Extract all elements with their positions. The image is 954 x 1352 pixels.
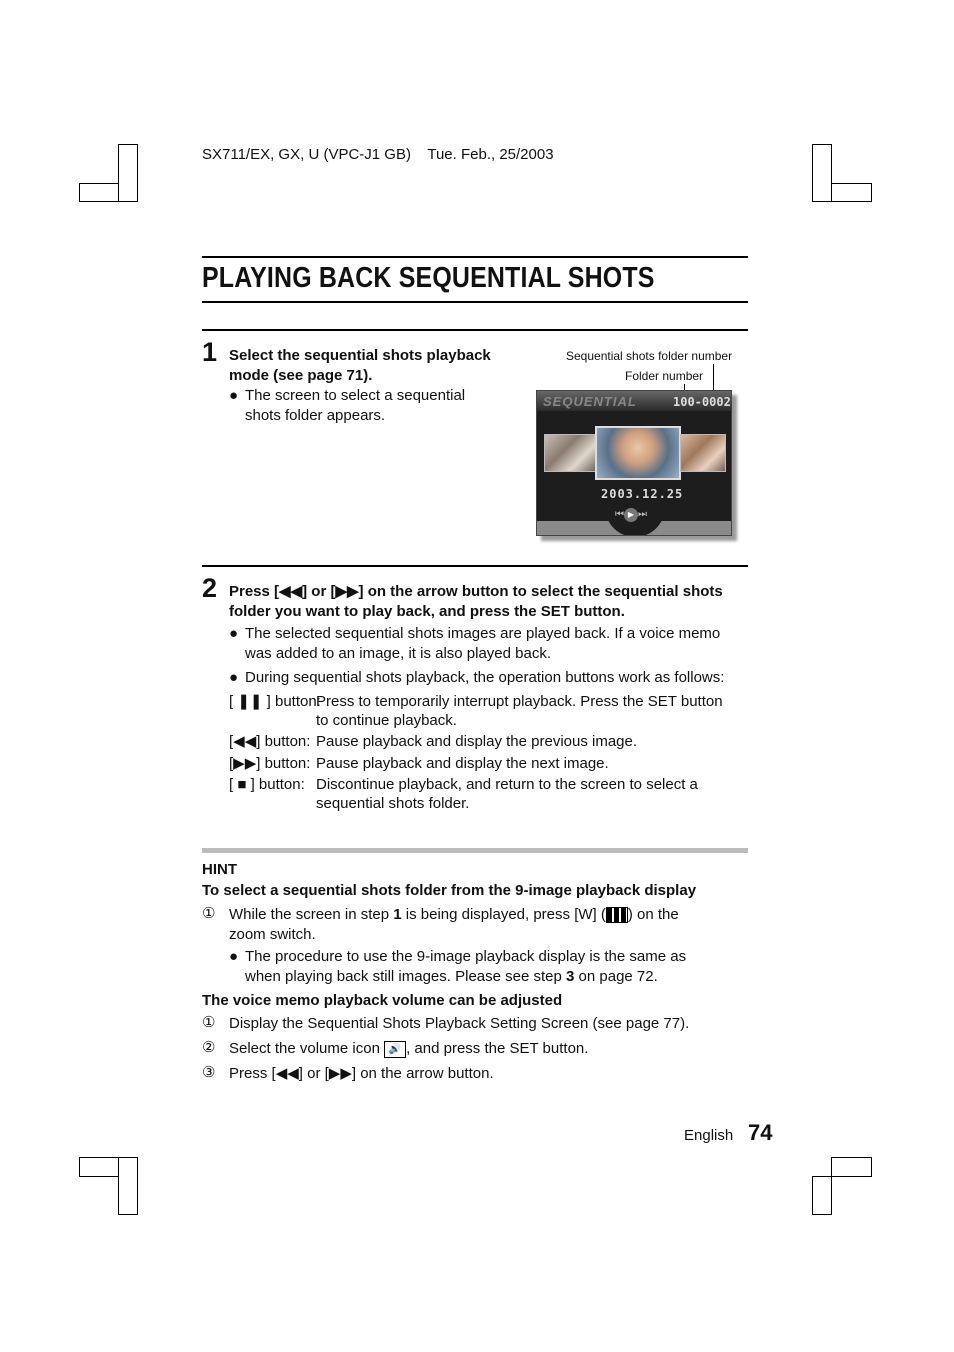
volume-step-3: Press [◀◀] or [▶▶] on the arrow button.	[229, 1065, 494, 1082]
rewind-icon: ◀◀	[275, 1065, 299, 1082]
footer-language: English	[684, 1127, 734, 1144]
item-marker: ①	[202, 905, 216, 922]
button-description-rewind: [◀◀] button: Pause playback and display the previous image.	[229, 733, 638, 750]
step2-instruction: Press [◀◀] or [▶▶] on the arrow button to select the sequential shots folder you want to play back, and press the SET button.	[229, 583, 723, 620]
step1-rule	[202, 329, 748, 331]
crop-mark	[118, 1157, 138, 1215]
capture-date: 2003.12.25	[601, 487, 684, 501]
fast-forward-icon: ▶▶	[335, 583, 359, 600]
camera-screen-figure	[536, 390, 732, 536]
volume-step-2: Select the volume icon 🔊 , and press the SET button.	[229, 1040, 589, 1057]
sequential-banner-text: SEQUENTIAL	[543, 394, 637, 409]
item-marker: ③	[202, 1064, 216, 1081]
crop-mark	[79, 183, 119, 202]
title-top-rule	[202, 256, 748, 258]
playback-controls-icon: ⏮ ▶ ⏭	[615, 509, 647, 520]
crop-mark	[831, 183, 872, 202]
document-header: SX711/EX, GX, U (VPC-J1 GB) Tue. Feb., 25/2003	[202, 146, 554, 163]
nine-image-grid-icon	[606, 907, 628, 923]
thumbnail-left	[544, 434, 596, 472]
button-description-pause: [ ❚❚ ] button: Press to temporarily interrupt playback. Press the SET button to continue playback.	[229, 693, 723, 729]
item-marker: ①	[202, 1014, 216, 1031]
hint-subheading: To select a sequential shots folder from the 9-image playback display	[202, 882, 697, 899]
bullet-dot: ●	[229, 387, 239, 404]
step2-rule	[202, 565, 748, 567]
crop-mark	[812, 1176, 832, 1215]
thumbnail-right	[680, 434, 726, 472]
fast-forward-icon: ▶▶	[328, 1065, 352, 1082]
figure-label-folder-number: Folder number	[625, 369, 704, 383]
volume-icon: 🔊	[384, 1041, 406, 1058]
bullet-dot: ●	[229, 669, 239, 686]
hint-rule	[202, 848, 748, 853]
button-description-forward: [▶▶] button: Pause playback and display the next image.	[229, 755, 609, 772]
step1-instruction: Select the sequential shots playback mode (see page 71).	[229, 347, 491, 384]
crop-mark	[831, 1157, 872, 1177]
bullet-dot: ●	[229, 948, 239, 965]
figure-label-sequential-folder-number: Sequential shots folder number	[566, 349, 733, 363]
volume-step-1: Display the Sequential Shots Playback Setting Screen (see page 77).	[229, 1015, 690, 1032]
title-bottom-rule	[202, 301, 748, 303]
hint-item-1: While the screen in step 1 is being displayed, press [W] ( ) on the zoom switch.	[229, 906, 679, 943]
folder-code: 100-0002	[673, 395, 731, 409]
item-marker: ②	[202, 1039, 216, 1056]
crop-mark	[812, 144, 832, 202]
crop-mark	[118, 144, 138, 202]
page-title: PLAYING BACK SEQUENTIAL SHOTS	[202, 262, 655, 294]
button-description-stop: [ ■ ] button: Discontinue playback, and return to the screen to select a sequential shots folder.	[229, 776, 698, 812]
thumbnail-center	[595, 426, 681, 480]
step-number: 2	[202, 573, 218, 603]
crop-mark	[79, 1157, 119, 1177]
hint-subheading: The voice memo playback volume can be adjusted	[202, 992, 563, 1009]
step-number: 1	[202, 337, 218, 367]
hint-heading: HINT	[202, 861, 237, 878]
bullet-dot: ●	[229, 625, 239, 642]
rewind-icon: ◀◀	[279, 583, 303, 600]
page-number: 74	[748, 1120, 773, 1145]
